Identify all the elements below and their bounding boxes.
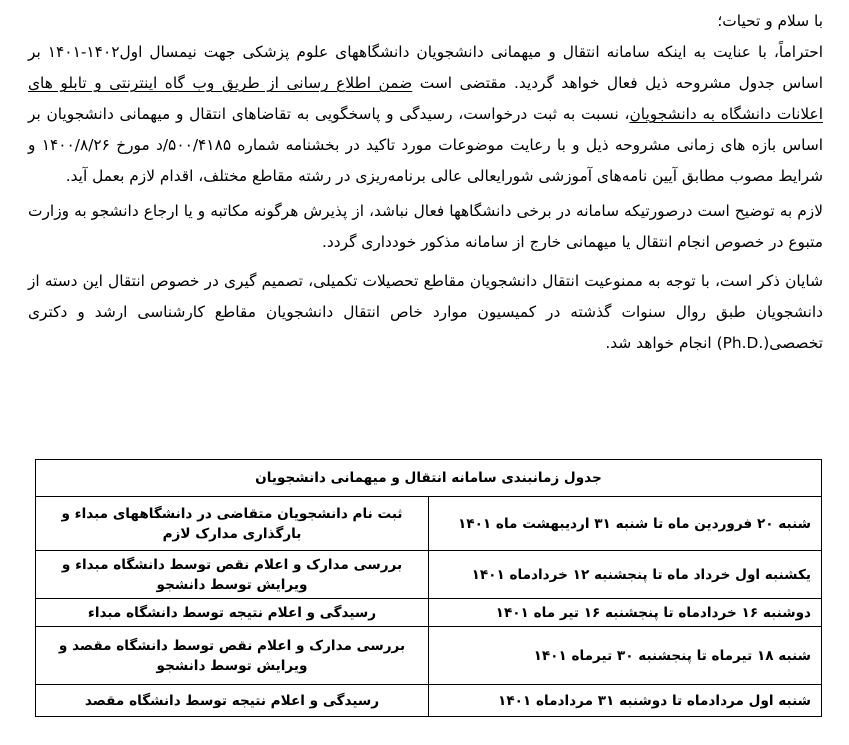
date-cell: یکشنبه اول خرداد ماه تا پنجشنبه ۱۲ خردادماه ۱۴۰۱ bbox=[429, 551, 822, 599]
schedule-table bbox=[35, 459, 822, 717]
paragraph-1-underlined: ضمن اطلاع رسانی از طریق وب گاه اینترنتی و تابلو های اعلانات دانشگاه به دانشجویان bbox=[28, 74, 823, 123]
paragraph-3: شایان ذکر است، با توجه به ممنوعیت انتقال دانشجویان مقاطع تحصیلات تکمیلی، تصمیم گیری در خصوص انتقال این دسته از دانشجویان طبق روال سنوات گذشته در کمیسیون موارد خاص انتقال دانشجویان مقاطع کارشناسی ارشد و دکتری تخصصی(.Ph.D) انجام خواهد شد. bbox=[28, 272, 823, 352]
paragraph-1-part-b: ، نسبت به ثبت درخواست، رسیدگی و پاسخگویی به تقاضاهای انتقال و میهمانی دانشجویان بر اساس بازه های زمانی مشروحه ذیل و با رعایت موضوعات مورد تاکید در بخشنامه شماره ۵۰۰/۴۱۸۵/د مورخ ۱۴۰۰/۸/۲۶ و شرایط مصوب مطابق آیین نامه‌های آموزشی شورایعالی عالی برنامه‌ریزی در رشته مقاطع مختلف، اقدام لازم بعمل آید. bbox=[28, 105, 823, 185]
date-cell: شنبه ۱۸ تیرماه تا پنجشنبه ۳۰ تیرماه ۱۴۰۱ bbox=[429, 627, 822, 685]
activity-cell: بررسی مدارک و اعلام نقص توسط دانشگاه مبداء و ویرایش توسط دانشجو bbox=[36, 551, 429, 599]
paragraph-1-part-a: احتراماً، با عنایت به اینکه سامانه انتقال و میهمانی دانشجویان دانشگاههای علوم پزشکی جهت نیمسال اول۱۴۰۲-۱۴۰۱ بر اساس جدول مشروحه ذیل فعال خواهد گردید. مقتضی است bbox=[28, 43, 824, 92]
greeting: با سلام و تحیات؛ bbox=[717, 12, 823, 30]
table-title-row bbox=[36, 460, 822, 497]
table-title: جدول زمانبندی سامانه انتقال و میهمانی دانشجویان bbox=[36, 460, 822, 497]
table-row bbox=[36, 551, 822, 599]
table-row bbox=[36, 685, 822, 717]
activity-cell: ثبت نام دانشجویان متقاضی در دانشگاههای مبداء و بارگذاری مدارک لازم bbox=[36, 497, 429, 551]
table-row bbox=[36, 497, 822, 551]
table-row bbox=[36, 627, 822, 685]
paragraph-2: لازم به توضیح است درصورتیکه سامانه در برخی دانشگاهها فعال نباشد، از پذیرش هرگونه مکاتبه و یا ارجاع دانشجو به وزارت متبوع در خصوص انجام انتقال یا میهمانی خارج از سامانه مذکور خودداری گردد. bbox=[28, 202, 823, 251]
date-cell: دوشنبه ۱۶ خردادماه تا پنجشنبه ۱۶ تیر ماه ۱۴۰۱ bbox=[429, 599, 822, 627]
paragraph-1 bbox=[28, 37, 823, 192]
activity-cell: بررسی مدارک و اعلام نقص توسط دانشگاه مقصد و ویرایش توسط دانشجو bbox=[36, 627, 429, 685]
letter-body bbox=[28, 6, 823, 369]
activity-cell: رسیدگی و اعلام نتیجه توسط دانشگاه مقصد bbox=[36, 685, 429, 717]
date-cell: شنبه ۲۰ فروردین ماه تا شنبه ۳۱ اردیبهشت ماه ۱۴۰۱ bbox=[429, 497, 822, 551]
date-cell: شنبه اول مردادماه تا دوشنبه ۳۱ مردادماه ۱۴۰۱ bbox=[429, 685, 822, 717]
table-row bbox=[36, 599, 822, 627]
activity-cell: رسیدگی و اعلام نتیجه توسط دانشگاه مبداء bbox=[36, 599, 429, 627]
